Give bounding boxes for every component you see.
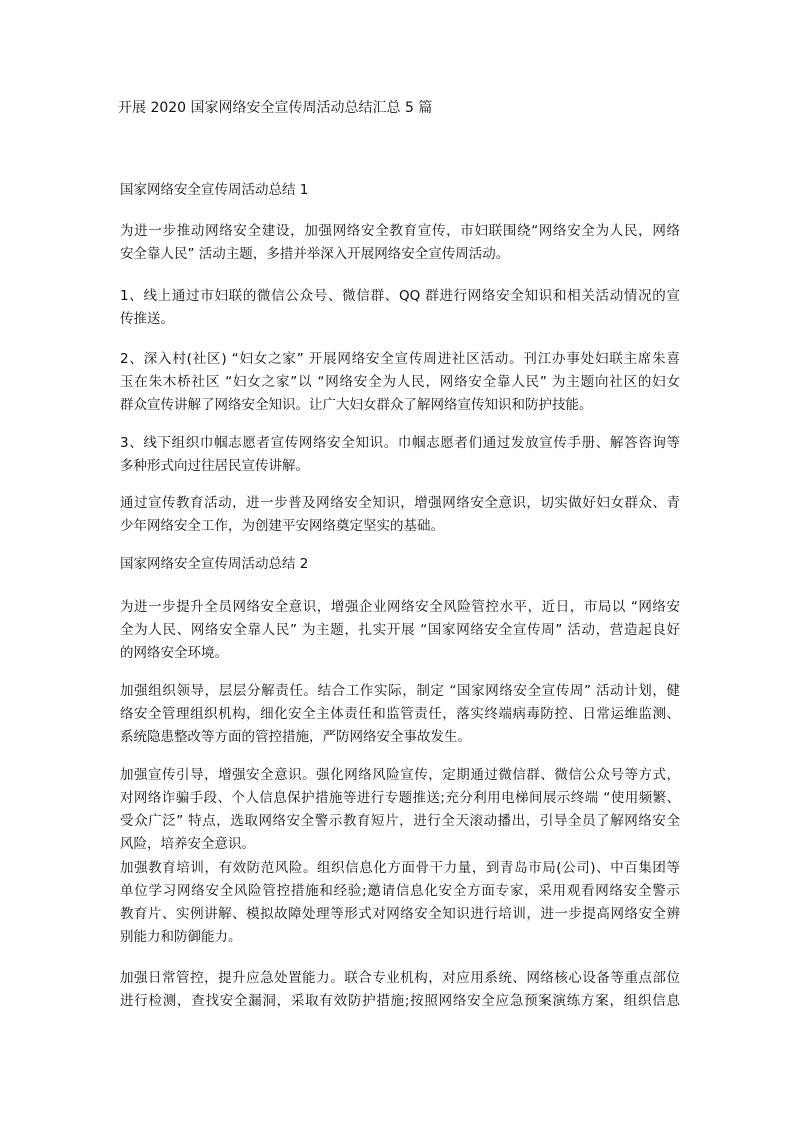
paragraph-line: 加强宣传引导，增强安全意识。强化网络风险宣传，定期通过微信群、微信公众号等方式， bbox=[120, 767, 680, 783]
document-title: 开展 2020 国家网络安全宣传周活动总结汇总 5 篇 bbox=[118, 100, 433, 116]
paragraph-line: 单位学习网络安全风险管控措施和经验;邀请信息化安全方面专家，采用观看网络安全警示 bbox=[120, 883, 680, 899]
paragraph-line: 群众宣传讲解了网络安全知识。让广大妇女群众了解网络宣传知识和防护技能。 bbox=[120, 397, 593, 413]
paragraph-line: 全为人民、网络安全靠人民” 为主题，扎实开展 “国家网络安全宣传周” 活动，营造起良好 bbox=[120, 622, 680, 638]
paragraph-line: 系统隐患整改等方面的管控措施，严防网络安全事故发生。 bbox=[120, 729, 471, 745]
paragraph-line: 玉在朱木桥社区 “妇女之家”以 “网络安全为人民，网络安全靠人民” 为主题向社区的妇女 bbox=[120, 374, 680, 390]
paragraph bbox=[120, 348, 680, 417]
paragraph-line: 加强教育培训，有效防范风险。组织信息化方面骨干力量，到青岛市局(公司)、中百集团等 bbox=[120, 860, 680, 876]
section-heading-1: 国家网络安全宣传周活动总结 1 bbox=[120, 182, 309, 198]
paragraph-line: 加强组织领导，层层分解责任。结合工作实际，制定 “国家网络安全宣传周” 活动计划，健 bbox=[120, 683, 680, 699]
paragraph-line: 风险，培养安全意识。 bbox=[120, 836, 255, 852]
paragraph-line: 通过宣传教育活动，进一步普及网络安全知识，增强网络安全意识，切实做好妇女群众、青 bbox=[120, 495, 680, 511]
paragraph bbox=[120, 285, 680, 331]
paragraph bbox=[120, 220, 680, 266]
paragraph bbox=[120, 764, 680, 856]
paragraph-line: 加强日常管控，提升应急处置能力。联合专业机构，对应用系统、网络核心设备等重点部位 bbox=[120, 970, 680, 986]
section-heading-2: 国家网络安全宣传周活动总结 2 bbox=[120, 556, 309, 572]
paragraph-line: 别能力和防御能力。 bbox=[120, 929, 242, 945]
paragraph bbox=[120, 680, 680, 749]
paragraph-line: 的网络安全环境。 bbox=[120, 645, 228, 661]
paragraph-line: 进行检测，查找安全漏洞，采取有效防护措施;按照网络安全应急预案演练方案，组织信息 bbox=[120, 993, 680, 1009]
paragraph bbox=[120, 492, 680, 538]
paragraph-line: 教育片、实例讲解、模拟故障处理等形式对网络安全知识进行培训，进一步提高网络安全辨 bbox=[120, 906, 680, 922]
paragraph-line: 为进一步推动网络安全建设，加强网络安全教育宣传，市妇联围绕“网络安全为人民，网络 bbox=[120, 223, 680, 239]
paragraph-line: 1、线上通过市妇联的微信公众号、微信群、QQ 群进行网络安全知识和相关活动情况的宣 bbox=[120, 288, 680, 304]
paragraph-line: 2、深入村(社区) “妇女之家” 开展网络安全宣传周进社区活动。刊江办事处妇联主席朱喜 bbox=[120, 351, 680, 367]
paragraph bbox=[120, 857, 680, 949]
paragraph bbox=[120, 596, 680, 665]
paragraph-line: 传推送。 bbox=[120, 311, 174, 327]
paragraph-line: 络安全管理组织机构，细化安全主体责任和监管责任，落实终端病毒防控、日常运维监测、 bbox=[120, 706, 680, 722]
paragraph bbox=[120, 967, 680, 1013]
paragraph-line: 受众广泛” 特点，选取网络安全警示教育短片，进行全天滚动播出，引导全员了解网络安全 bbox=[120, 813, 680, 829]
paragraph-line: 对网络诈骗手段、个人信息保护措施等进行专题推送;充分利用电梯间展示终端 “使用频繁、 bbox=[120, 790, 680, 806]
paragraph-line: 少年网络安全工作，为创建平安网络奠定坚实的基础。 bbox=[120, 518, 444, 534]
paragraph-line: 为进一步提升全员网络安全意识，增强企业网络安全风险管控水平，近日，市局以 “网络安 bbox=[120, 599, 680, 615]
paragraph-line: 多种形式向过往居民宣传讲解。 bbox=[120, 458, 309, 474]
paragraph bbox=[120, 432, 680, 478]
paragraph-line: 安全靠人民” 活动主题，多措并举深入开展网络安全宣传周活动。 bbox=[120, 246, 510, 262]
paragraph-line: 3、线下组织巾帼志愿者宣传网络安全知识。巾帼志愿者们通过发放宣传手册、解答咨询等 bbox=[120, 435, 680, 451]
